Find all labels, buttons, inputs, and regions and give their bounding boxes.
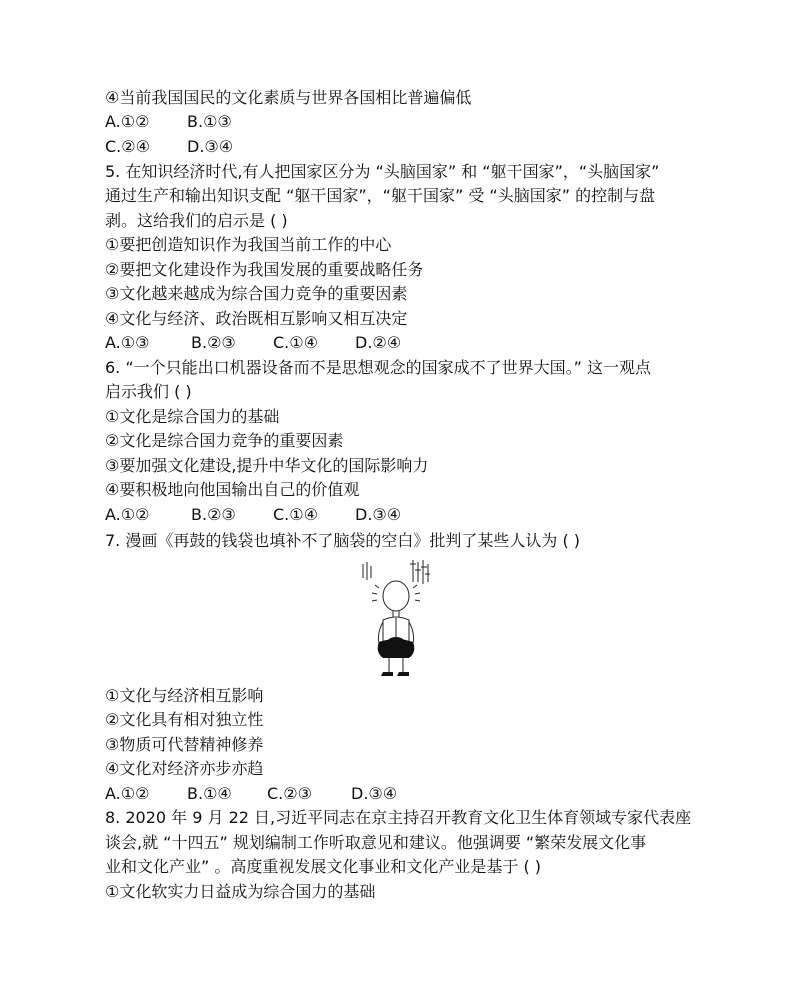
q6-item-1: ①文化是综合国力的基础 — [105, 407, 280, 426]
q5-option-b: B.②③ — [191, 333, 236, 352]
cartoon-illustration — [355, 558, 435, 680]
q6-option-d: D.③④ — [355, 505, 402, 524]
q4-item-4: ④当前我国国民的文化素质与世界各国相比普遍偏低 — [105, 88, 472, 107]
q5-item-4: ④文化与经济、政治既相互影响又相互决定 — [105, 309, 408, 328]
q7-option-d: D.③④ — [351, 784, 398, 803]
q6-item-3: ③要加强文化建设,提升中华文化的国际影响力 — [105, 456, 429, 475]
q4-option-a: A.①② — [105, 112, 150, 131]
q7-item-2: ②文化具有相对独立性 — [105, 710, 264, 729]
q5-stem-line-3: 剥。这给我们的启示是 ( ) — [105, 211, 288, 230]
q6-option-c: C.①④ — [273, 505, 318, 524]
q7-option-b: B.①④ — [187, 784, 232, 803]
q7-option-a: A.①② — [105, 784, 150, 803]
q4-options — [105, 110, 232, 134]
q6-item-2: ②文化是综合国力竞争的重要因素 — [105, 431, 344, 450]
q7-item-1: ①文化与经济相互影响 — [105, 686, 264, 705]
q4-option-d: D.③④ — [187, 137, 234, 156]
q6-stem-line-2: 启示我们 ( ) — [105, 382, 192, 401]
q7-stem-line-1: 7. 漫画《再鼓的钱袋也填补不了脑袋的空白》批判了某些人认为 ( ) — [105, 531, 581, 550]
q6-option-b: B.②③ — [191, 505, 236, 524]
q6-options — [105, 503, 401, 527]
q7-option-c: C.②③ — [267, 784, 312, 803]
q7-options — [105, 782, 397, 806]
q6-stem-line-1: 6. “一个只能出口机器设备而不是思想观念的国家成不了世界大国。” 这一观点 — [105, 358, 652, 377]
q5-option-c: C.①④ — [273, 333, 318, 352]
q6-item-4: ④要积极地向他国输出自己的价值观 — [105, 480, 360, 499]
q8-item-1: ①文化软实力日益成为综合国力的基础 — [105, 882, 376, 901]
q5-item-2: ②要把文化建设作为我国发展的重要战略任务 — [105, 260, 424, 279]
q4-options-row2 — [105, 135, 233, 159]
q5-stem-line-1: 5. 在知识经济时代,有人把国家区分为 “头脑国家” 和 “躯干国家”，“头脑国家” — [105, 162, 660, 181]
q5-options — [105, 331, 401, 355]
q5-option-d: D.②④ — [355, 333, 402, 352]
q8-stem-line-2: 谈会,就 “十四五” 规划编制工作听取意见和建议。他强调要 “繁荣发展文化事 — [105, 833, 647, 852]
q6-option-a: A.①② — [105, 505, 150, 524]
q5-stem-line-2: 通过生产和输出知识支配 “躯干国家”，“躯干国家” 受 “头脑国家” 的控制与盘 — [105, 186, 656, 205]
q5-option-a: A.①③ — [105, 333, 150, 352]
q5-item-1: ①要把创造知识作为我国当前工作的中心 — [105, 235, 392, 254]
q4-option-b: B.①③ — [187, 112, 232, 131]
q7-item-3: ③物质可代替精神修养 — [105, 735, 264, 754]
q7-item-4: ④文化对经济亦步亦趋 — [105, 759, 264, 778]
q5-item-3: ③文化越来越成为综合国力竞争的重要因素 — [105, 284, 408, 303]
q8-stem-line-3: 业和文化产业” 。高度重视发展文化事业和文化产业是基于 ( ) — [105, 857, 542, 876]
q4-option-c: C.②④ — [105, 137, 150, 156]
q8-stem-line-1: 8. 2020 年 9 月 22 日,习近平同志在京主持召开教育文化卫生体育领域专家代表座 — [105, 808, 692, 827]
